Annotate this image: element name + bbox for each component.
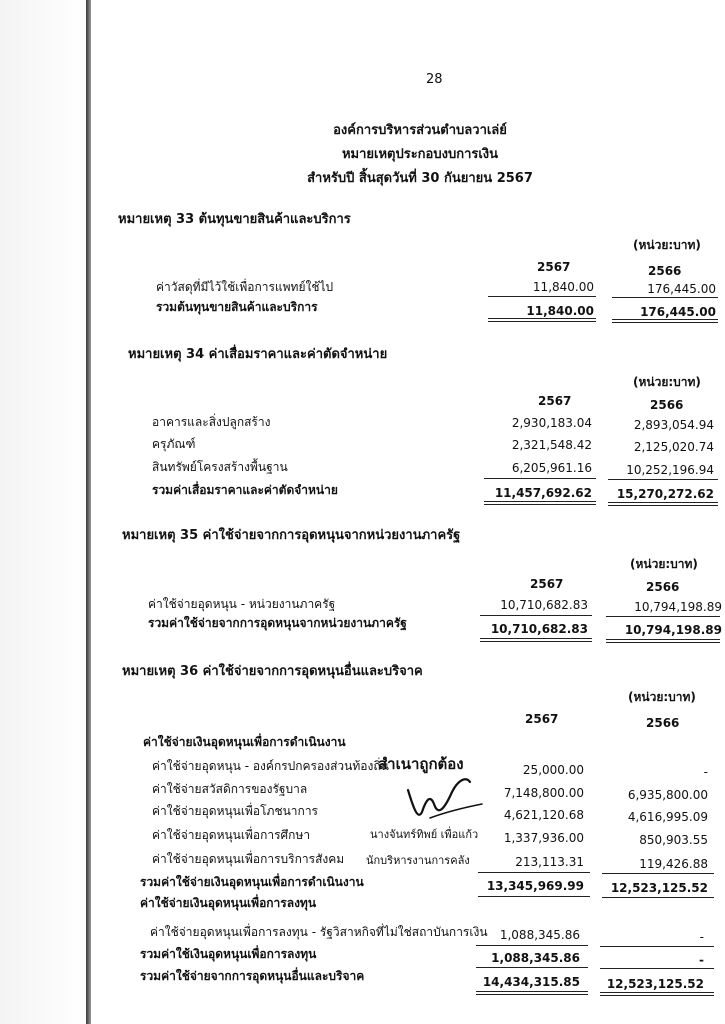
note-34-year-2567: 2567 — [538, 394, 572, 408]
grand-total-label: รวมค่าใช้จ่ายจากการอุดหนุนอื่นและบริจาค — [140, 969, 365, 983]
rule — [606, 639, 720, 640]
signature-image — [400, 770, 490, 830]
note-33-total-label: รวมต้นทุนขายสินค้าและบริการ — [156, 300, 318, 314]
rule — [478, 896, 590, 897]
note-36-year-2567: 2567 — [525, 712, 559, 726]
note-35-row-2566: 10,794,198.89 — [634, 600, 722, 614]
note-33-unit: (หน่วย:บาท) — [633, 238, 701, 252]
note-34-row-2567: 6,205,961.16 — [511, 461, 592, 475]
grand-total-2567: 14,434,315.85 — [482, 975, 580, 989]
note-35-row-2567: 10,710,682.83 — [500, 598, 588, 612]
note-34-row-2566: 2,893,054.94 — [633, 418, 714, 432]
rule — [476, 991, 588, 992]
org-name: องค์การบริหารส่วนตำบลวาเล่ย์ — [333, 123, 507, 138]
rule — [602, 873, 714, 874]
rule — [608, 502, 718, 503]
rule — [484, 478, 596, 479]
note-34-total-2566: 15,270,272.62 — [616, 487, 714, 501]
note-36-row-2566: 119,426.88 — [639, 857, 708, 871]
rule — [478, 872, 590, 873]
rule — [606, 642, 720, 643]
rule — [602, 897, 714, 898]
rule — [488, 296, 596, 297]
note-34-row-label: อาคารและสิ่งปลูกสร้าง — [152, 415, 271, 429]
note-35-total-2566: 10,794,198.89 — [624, 623, 722, 637]
note-33-row-2567: 11,840.00 — [532, 280, 594, 294]
note-36-row-2567: 213,113.31 — [515, 855, 584, 869]
note-35-row-label: ค่าใช้จ่ายอุดหนุน - หน่วยงานภาครัฐ — [148, 597, 336, 611]
rule — [480, 638, 592, 639]
note-36-row-label: ค่าใช้จ่ายอุดหนุนเพื่อการลงทุน - รัฐวิสาหกิจที่ไม่ใช่สถาบันการเงิน — [150, 925, 488, 939]
note-36-row-label: ค่าใช้จ่ายอุดหนุนเพื่อโภชนาการ — [152, 804, 318, 818]
note-35-total-2567: 10,710,682.83 — [490, 622, 588, 636]
certified-copy-stamp: สำเนาถูกต้อง — [378, 755, 464, 773]
note-36-row-2567: 1,088,345.86 — [499, 928, 580, 942]
note-36-row-2566: 6,935,800.00 — [627, 788, 708, 802]
note-36-row-2566: - — [699, 930, 704, 944]
section-operating-total-2567: 13,345,969.99 — [486, 879, 584, 893]
note-35-title: หมายเหตุ 35 ค่าใช้จ่ายจากการอุดหนุนจากหน่วยงานภาครัฐ — [122, 528, 461, 543]
note-36-row-label: ค่าใช้จ่ายอุดหนุนเพื่อการบริการสังคม — [152, 852, 345, 866]
rule — [484, 504, 596, 505]
note-36-row-label: ค่าใช้จ่ายสวัสดิการของรัฐบาล — [152, 782, 308, 796]
rule — [608, 479, 718, 480]
note-36-unit: (หน่วย:บาท) — [628, 690, 696, 704]
rule — [608, 505, 718, 506]
note-33-total-2566: 176,445.00 — [640, 305, 716, 319]
note-36-row-2567: 4,621,120.68 — [503, 808, 584, 822]
note-33-year-2566: 2566 — [648, 264, 682, 278]
note-34-total-label: รวมค่าเสื่อมราคาและค่าตัดจำหน่าย — [152, 483, 338, 497]
note-33-title: หมายเหตุ 33 ต้นทุนขายสินค้าและบริการ — [118, 212, 351, 227]
note-36-row-2566: - — [703, 765, 708, 779]
rule — [606, 616, 720, 617]
note-34-total-2567: 11,457,692.62 — [494, 486, 592, 500]
note-36-year-2566: 2566 — [646, 716, 680, 730]
section-investment-heading: ค่าใช้จ่ายเงินอุดหนุนเพื่อการลงทุน — [140, 896, 317, 910]
note-34-year-2566: 2566 — [650, 398, 684, 412]
rule — [488, 318, 596, 319]
rule — [480, 641, 592, 642]
note-34-row-label: สินทรัพย์โครงสร้างพื้นฐาน — [152, 460, 288, 474]
note-33-year-2567: 2567 — [537, 260, 571, 274]
section-investment-total-2566: - — [699, 953, 704, 967]
note-35-year-2566: 2566 — [646, 580, 680, 594]
rule — [480, 615, 592, 616]
rule — [476, 945, 588, 946]
period-title: สำหรับปี สิ้นสุดวันที่ 30 กันยายน 2567 — [307, 171, 533, 186]
rule — [484, 501, 596, 502]
signatory-name: นางจันทร์ทิพย์ เพื่อแก้ว — [370, 828, 479, 841]
section-investment-total-2567: 1,088,345.86 — [491, 951, 580, 965]
rule — [612, 322, 718, 323]
note-35-year-2567: 2567 — [530, 577, 564, 591]
note-36-row-2566: 850,903.55 — [639, 833, 708, 847]
note-34-title: หมายเหตุ 34 ค่าเสื่อมราคาและค่าตัดจำหน่าย — [128, 347, 388, 362]
note-35-total-label: รวมค่าใช้จ่ายจากการอุดหนุนจากหน่วยงานภาครัฐ — [148, 616, 407, 630]
note-34-row-2566: 10,252,196.94 — [626, 463, 714, 477]
rule — [612, 297, 718, 298]
note-34-unit: (หน่วย:บาท) — [633, 375, 701, 389]
note-36-row-2566: 4,616,995.09 — [627, 810, 708, 824]
rule — [600, 995, 714, 996]
rule — [600, 992, 714, 993]
section-operating-total-2566: 12,523,125.52 — [610, 881, 708, 895]
rule — [600, 968, 714, 969]
rule — [476, 967, 588, 968]
note-36-row-2567: 1,337,936.00 — [503, 831, 584, 845]
signatory-position: นักบริหารงานการคลัง — [366, 854, 470, 867]
rule — [476, 994, 588, 995]
note-36-title: หมายเหตุ 36 ค่าใช้จ่ายจากการอุดหนุนอื่นและบริจาค — [122, 664, 423, 679]
document-title: หมายเหตุประกอบงบการเงิน — [341, 147, 499, 162]
section-operating-total-label: รวมค่าใช้จ่ายเงินอุดหนุนเพื่อการดำเนินงาน — [140, 875, 364, 889]
note-34-row-2566: 2,125,020.74 — [633, 440, 714, 454]
note-33-total-2567: 11,840.00 — [526, 304, 594, 318]
grand-total-2566: 12,523,125.52 — [606, 977, 704, 991]
note-36-row-label: ค่าใช้จ่ายอุดหนุน - องค์กรปกครองส่วนท้องถิ่น — [152, 759, 389, 773]
note-36-row-2567: 25,000.00 — [522, 763, 584, 777]
page-number: 28 — [426, 72, 443, 87]
section-operating-heading: ค่าใช้จ่ายเงินอุดหนุนเพื่อการดำเนินงาน — [143, 735, 346, 749]
note-35-unit: (หน่วย:บาท) — [630, 557, 698, 571]
rule — [600, 946, 714, 947]
note-36-row-2567: 7,148,800.00 — [503, 786, 584, 800]
section-investment-total-label: รวมค่าใช้เงินอุดหนุนเพื่อการลงทุน — [140, 947, 317, 961]
note-33-row-2566: 176,445.00 — [647, 282, 716, 296]
note-34-row-label: ครุภัณฑ์ — [152, 437, 196, 451]
note-34-row-2567: 2,321,548.42 — [511, 438, 592, 452]
note-34-row-2567: 2,930,183.04 — [511, 416, 592, 430]
rule — [612, 319, 718, 320]
note-33-row-label: ค่าวัสดุที่มีไว้ใช้เพื่อการแพทย์ใช้ไป — [156, 280, 334, 294]
note-36-row-label: ค่าใช้จ่ายอุดหนุนเพื่อการศึกษา — [152, 828, 311, 842]
rule — [488, 321, 596, 322]
